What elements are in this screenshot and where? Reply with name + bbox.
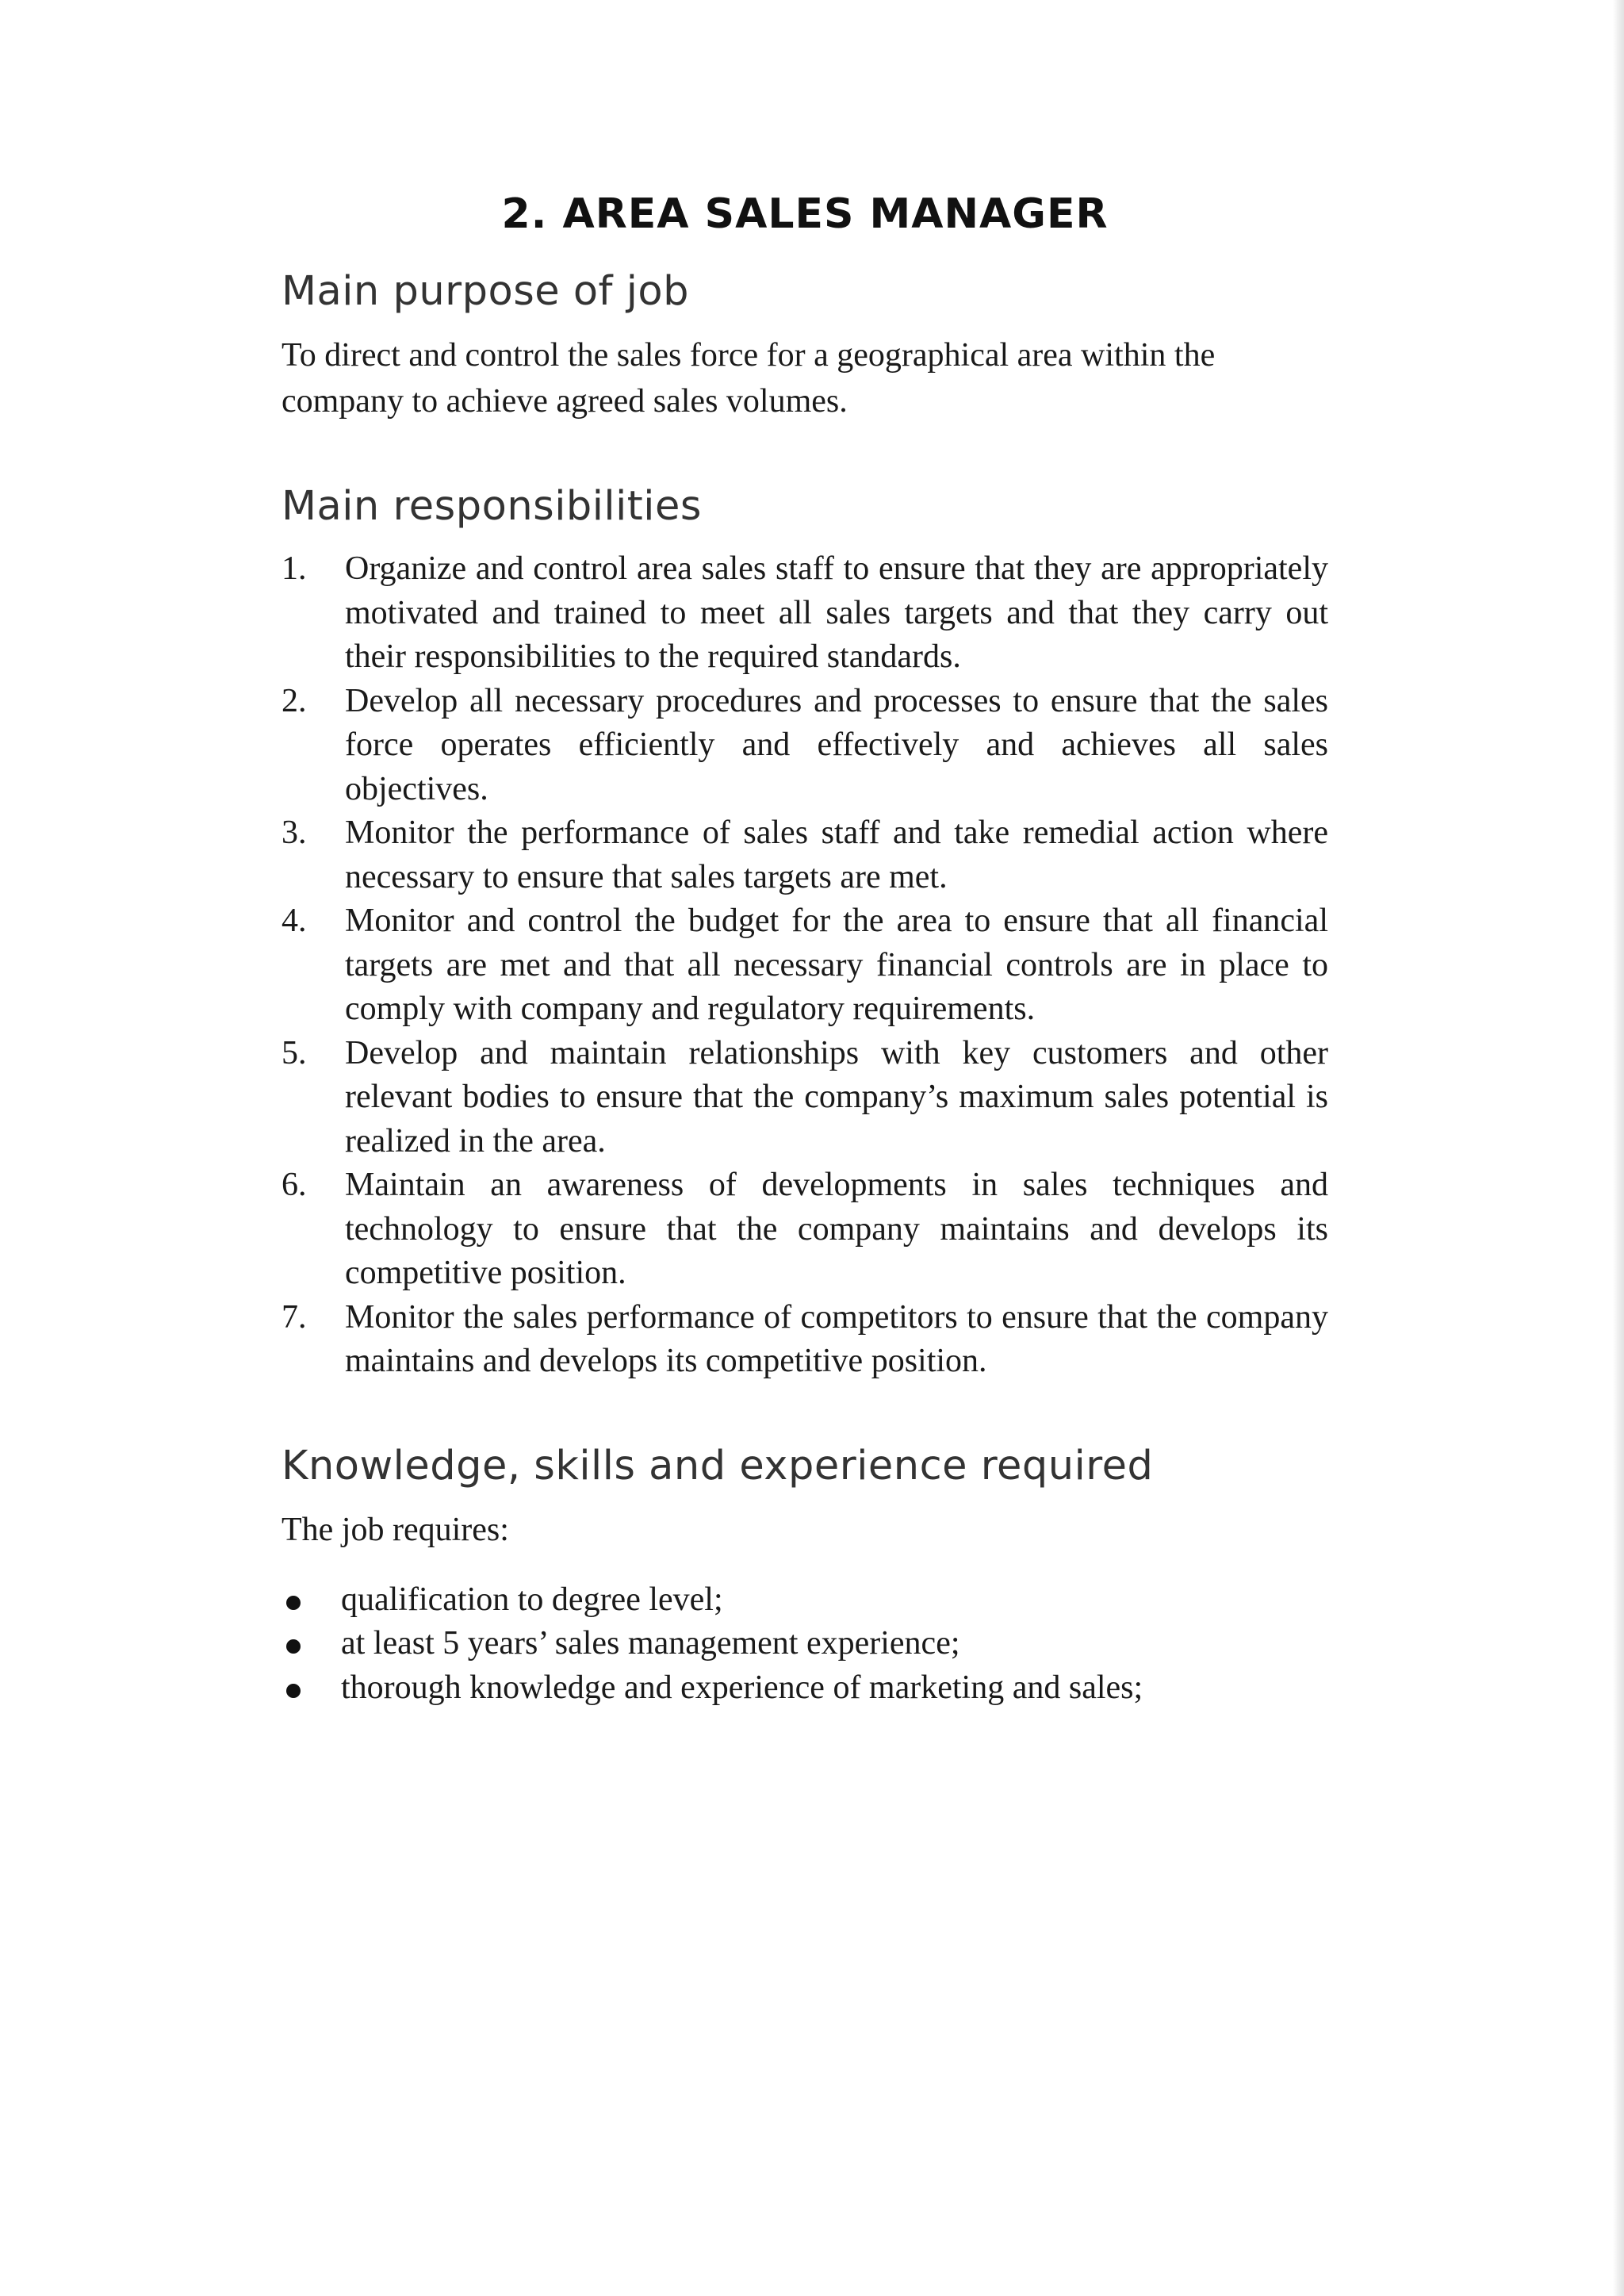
list-item <box>282 1622 1328 1666</box>
list-item <box>282 811 1328 899</box>
list-item <box>282 899 1328 1032</box>
list-item <box>282 680 1328 812</box>
list-item <box>282 1296 1328 1384</box>
list-item <box>282 1666 1328 1711</box>
item-text: Maintain an awareness of developments in sales techniques and technology to ensure that the company maintains and develops its competitive position. <box>345 1167 1328 1291</box>
requirements-list <box>282 1578 1328 1711</box>
list-item <box>282 547 1328 680</box>
requirements-section <box>282 1443 1328 1711</box>
item-text: Develop all necessary procedures and processes to ensure that the sales force operates efficiently and effectively and achieves all sales objectives. <box>345 682 1328 807</box>
responsibilities-list <box>282 547 1328 1384</box>
list-item <box>282 1578 1328 1623</box>
list-item <box>282 1163 1328 1296</box>
item-text: Develop and maintain relationships with key customers and other relevant bodies to ensure that the company’s maximum sales potential is realized in the area. <box>345 1034 1328 1159</box>
requirements-intro: The job requires: <box>282 1511 509 1548</box>
bullet-icon <box>286 1639 301 1654</box>
responsibilities-section <box>282 483 1328 1384</box>
item-number: 6. <box>282 1167 307 1203</box>
bullet-text: thorough knowledge and experience of marketing and sales; <box>341 1669 1143 1706</box>
bullet-text: qualification to degree level; <box>341 1581 723 1618</box>
item-text: Monitor the performance of sales staff and take remedial action where necessary to ensure that sales targets are met. <box>345 815 1328 895</box>
responsibilities-heading: Main responsibilities <box>282 483 702 530</box>
bullet-icon <box>286 1596 301 1610</box>
job-title: 2. AREA SALES MANAGER <box>501 190 1109 238</box>
purpose-heading: Main purpose of job <box>282 268 689 315</box>
item-number: 2. <box>282 682 307 719</box>
item-number: 4. <box>282 903 307 939</box>
item-text: Organize and control area sales staff to ensure that they are appropriately motivated and trained to meet all sales targets and that they carry out their responsibilities to the required standards. <box>345 550 1328 675</box>
document-content <box>282 190 1328 1769</box>
item-text: Monitor the sales performance of competitors to ensure that the company maintains and develops its competitive position. <box>345 1298 1328 1379</box>
purpose-text: To direct and control the sales force for a geographical area within the company to achieve agreed sales volumes. <box>282 337 1216 420</box>
purpose-section <box>282 268 1328 424</box>
item-number: 7. <box>282 1298 307 1336</box>
item-text: Monitor and control the budget for the area to ensure that all financial targets are met and that all necessary financial controls are in place to comply with company and regulatory requirements. <box>345 903 1328 1027</box>
item-number: 3. <box>282 815 307 851</box>
requirements-heading: Knowledge, skills and experience required <box>282 1442 1154 1489</box>
list-item <box>282 1032 1328 1164</box>
bullet-text: at least 5 years’ sales management experience; <box>341 1625 960 1662</box>
page-edge-shadow <box>1613 0 1624 2296</box>
item-number: 1. <box>282 550 307 587</box>
item-number: 5. <box>282 1034 307 1071</box>
bullet-icon <box>286 1684 301 1698</box>
